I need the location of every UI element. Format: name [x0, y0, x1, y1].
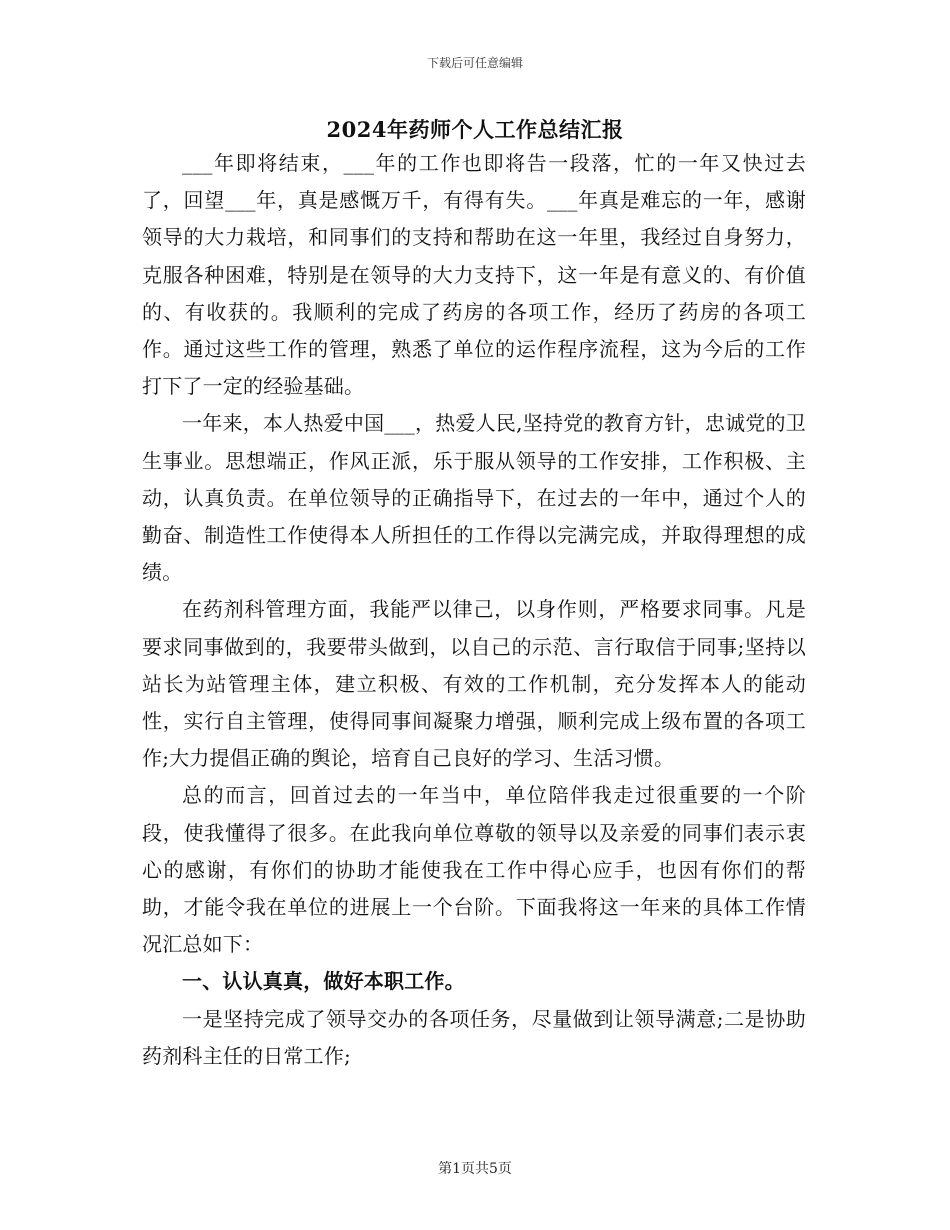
body-paragraph-1: ___年即将结束，___年的工作也即将告一段落，忙的一年又快过去了，回望___年，真是感慨万千，有得有失。___年真是难忘的一年，感谢领导的大力栽培，和同事们的支持和帮助在这一年里，我经过自身努力，克服各种困难，特别是在领导的大力支持下，这一年是有意义的、有价值的、有收获的。我顺利的完成了药房的各项工作，经历了药房的各项工作。通过这些工作的管理，熟悉了单位的运作程序流程，这为今后的工作打下了一定的经验基础。	[142, 151, 806, 399]
body-paragraph-2: 一年来，本人热爱中国___，热爱人民,坚持党的教育方针，忠诚党的卫生事业。思想端正，作风正派，乐于服从领导的工作安排，工作积极、主动，认真负责。在单位领导的正确指导下，在过去的一年中，通过个人的勤奋、制造性工作使得本人所担任的工作得以完满完成，并取得理想的成绩。	[142, 411, 806, 585]
document-body	[142, 145, 806, 1075]
page-header-note: 下载后可任意编辑	[426, 56, 523, 70]
body-paragraph-4: 总的而言，回首过去的一年当中，单位陪伴我走过很重要的一个阶段，使我懂得了很多。在此我向单位尊敬的领导以及亲爱的同事们表示衷心的感谢，有你们的协助才能使我在工作中得心应手，也因有你们的帮助，才能令我在单位的进展上一个台阶。下面我将这一年来的具体工作情况汇总如下：	[142, 783, 806, 957]
section-heading: 一、认认真真，做好本职工作。	[182, 969, 465, 994]
body-paragraph-3: 在药剂科管理方面，我能严以律己，以身作则，严格要求同事。凡是要求同事做到的，我要带头做到，以自己的示范、言行取信于同事;坚持以站长为站管理主体，建立积极、有效的工作机制，充分发挥本人的能动性，实行自主管理，使得同事间凝聚力增强，顺利完成上级布置的各项工作;大力提倡正确的舆论，培育自己良好的学习、生活习惯。	[142, 597, 806, 771]
section-paragraph: 一是坚持完成了领导交办的各项任务，尽量做到让领导满意;二是协助药剂科主任的日常工作;	[142, 1006, 806, 1068]
document-title: 2024年药师个人工作总结汇报	[326, 117, 624, 142]
page-footer-page-number: 第1页共5页	[438, 1161, 512, 1177]
